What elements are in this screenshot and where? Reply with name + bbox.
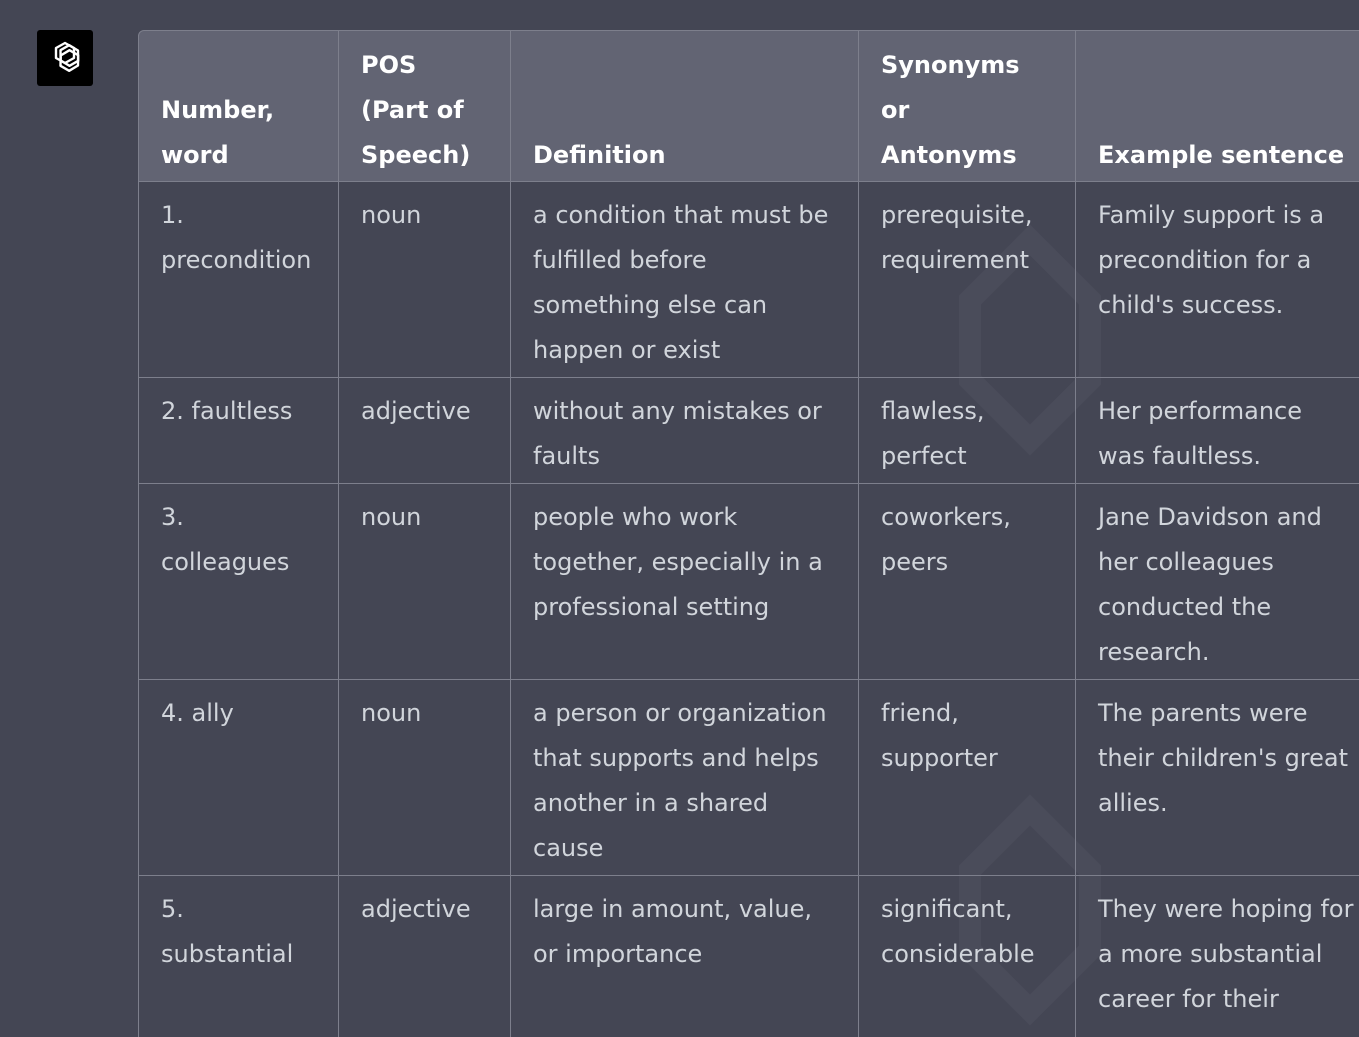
header-example: Example sentence bbox=[1076, 30, 1359, 182]
cell-word: 1. precondition bbox=[138, 182, 339, 378]
cell-example: Her performance was faultless. bbox=[1076, 378, 1359, 484]
table-row bbox=[138, 378, 1359, 484]
cell-word: 4. ally bbox=[138, 680, 339, 876]
table-row bbox=[138, 876, 1359, 1037]
cell-pos: noun bbox=[339, 484, 511, 680]
header-pos: POS (Part of Speech) bbox=[339, 30, 511, 182]
cell-synonyms: coworkers, peers bbox=[859, 484, 1076, 680]
cell-pos: noun bbox=[339, 182, 511, 378]
header-number-word: Number, word bbox=[138, 30, 339, 182]
cell-example: The parents were their children's great allies. bbox=[1076, 680, 1359, 876]
vocabulary-table-container bbox=[138, 30, 1359, 1037]
cell-pos: adjective bbox=[339, 876, 511, 1037]
table-row bbox=[138, 484, 1359, 680]
openai-logo-icon bbox=[44, 37, 86, 79]
cell-word: 2. faultless bbox=[138, 378, 339, 484]
table-row bbox=[138, 182, 1359, 378]
cell-definition: people who work together, especially in a professional setting bbox=[511, 484, 859, 680]
cell-definition: large in amount, value, or importance bbox=[511, 876, 859, 1037]
cell-synonyms: significant, considerable bbox=[859, 876, 1076, 1037]
cell-synonyms: prerequisite, requirement bbox=[859, 182, 1076, 378]
cell-word: 3. colleagues bbox=[138, 484, 339, 680]
cell-definition: without any mistakes or faults bbox=[511, 378, 859, 484]
header-synonyms: Synonyms or Antonyms bbox=[859, 30, 1076, 182]
table-row bbox=[138, 680, 1359, 876]
cell-definition: a person or organization that supports and helps another in a shared cause bbox=[511, 680, 859, 876]
cell-definition: a condition that must be fulfilled before something else can happen or exist bbox=[511, 182, 859, 378]
assistant-avatar bbox=[37, 30, 93, 86]
cell-synonyms: friend, supporter bbox=[859, 680, 1076, 876]
cell-example: Family support is a precondition for a child's success. bbox=[1076, 182, 1359, 378]
cell-example: They were hoping for a more substantial career for their bbox=[1076, 876, 1359, 1037]
cell-synonyms: flawless, perfect bbox=[859, 378, 1076, 484]
cell-example: Jane Davidson and her colleagues conducted the research. bbox=[1076, 484, 1359, 680]
header-definition: Definition bbox=[511, 30, 859, 182]
cell-word: 5. substantial bbox=[138, 876, 339, 1037]
cell-pos: noun bbox=[339, 680, 511, 876]
cell-pos: adjective bbox=[339, 378, 511, 484]
table-header-row bbox=[138, 30, 1359, 182]
vocabulary-table bbox=[138, 30, 1359, 1037]
